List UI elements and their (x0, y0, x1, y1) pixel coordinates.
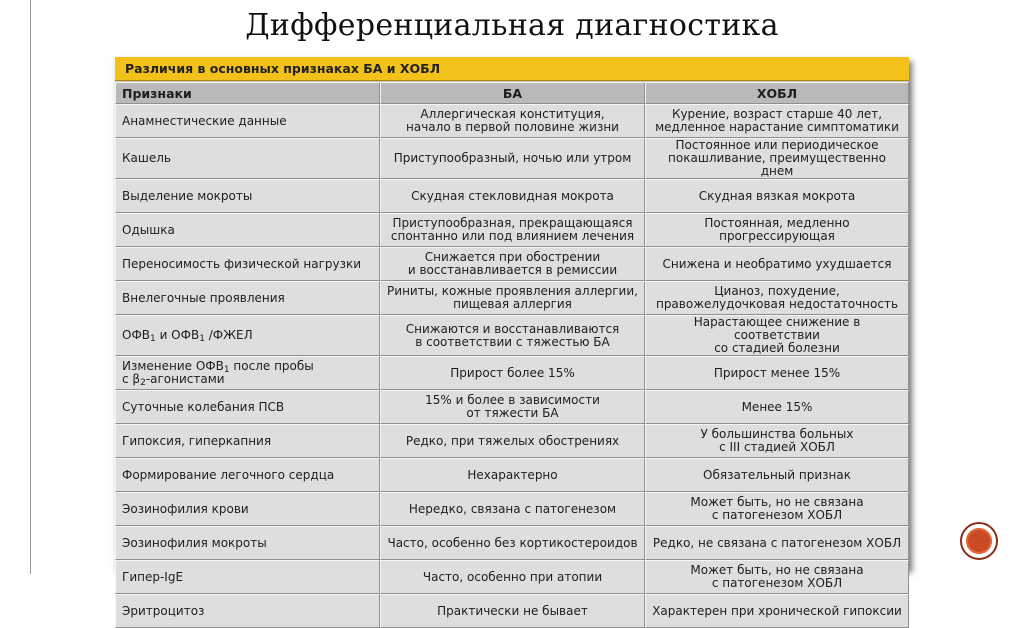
table-row (115, 424, 909, 458)
table-row (115, 138, 909, 179)
table-row (115, 179, 909, 213)
table-row (115, 526, 909, 560)
feature-cell: Внелегочные проявления (115, 281, 380, 315)
feature-cell: Формирование легочного сердца (115, 458, 380, 492)
hobl-cell: Цианоз, похудение, правожелудочковая недостаточность (645, 281, 909, 315)
hobl-cell: Может быть, но не связана с патогенезом ХОБЛ (645, 492, 909, 526)
table-row (115, 213, 909, 247)
hobl-cell: Может быть, но не связана с патогенезом ХОБЛ (645, 560, 909, 594)
ba-cell: Снижаются и восстанавливаются в соответствии с тяжестью БА (380, 315, 645, 356)
table-row (115, 492, 909, 526)
table-caption: Различия в основных признаках БА и ХОБЛ (115, 57, 909, 81)
feature-text: и ОФВ (155, 328, 200, 342)
feature-text: /ФЖЕЛ (204, 328, 253, 342)
hobl-cell: Постоянная, медленно прогрессирующая (645, 213, 909, 247)
hobl-cell: Характерен при хронической гипоксии (645, 594, 909, 628)
header-ba: БА (380, 82, 645, 104)
ba-cell: Редко, при тяжелых обострениях (380, 424, 645, 458)
ba-cell: Прирост более 15% (380, 356, 645, 390)
comparison-table (115, 82, 909, 628)
table-row (115, 247, 909, 281)
hobl-cell: У большинства больных с III стадией ХОБЛ (645, 424, 909, 458)
hobl-cell: Нарастающее снижение в соответствии со стадией болезни (645, 315, 909, 356)
ba-cell: 15% и более в зависимости от тяжести БА (380, 390, 645, 424)
feature-text: после пробы с β (122, 359, 314, 386)
hobl-cell: Обязательный признак (645, 458, 909, 492)
subscript-text: 2 (140, 378, 146, 388)
hobl-cell: Менее 15% (645, 390, 909, 424)
feature-cell: Выделение мокроты (115, 179, 380, 213)
feature-cell: Эозинофилия мокроты (115, 526, 380, 560)
feature-cell (115, 356, 380, 390)
subscript-text: 1 (150, 334, 156, 344)
ba-cell: Часто, особенно при атопии (380, 560, 645, 594)
table-row (115, 594, 909, 628)
subscript-text: 1 (199, 334, 205, 344)
comparison-table-card (115, 57, 909, 618)
feature-cell: Переносимость физической нагрузки (115, 247, 380, 281)
header-hobl: ХОБЛ (645, 82, 909, 104)
hobl-cell: Редко, не связана с патогенезом ХОБЛ (645, 526, 909, 560)
ba-cell: Снижается при обострении и восстанавливается в ремиссии (380, 247, 645, 281)
table-row (115, 104, 909, 138)
feature-cell: Гипоксия, гиперкапния (115, 424, 380, 458)
feature-text: Изменение ОФВ (122, 359, 224, 373)
table-row (115, 281, 909, 315)
feature-cell: Анамнестические данные (115, 104, 380, 138)
ba-cell: Риниты, кожные проявления аллергии, пищевая аллергия (380, 281, 645, 315)
header-features: Признаки (115, 82, 380, 104)
left-border-rule (30, 0, 31, 574)
hobl-cell: Курение, возраст старше 40 лет, медленное нарастание симптоматики (645, 104, 909, 138)
table-row (115, 560, 909, 594)
feature-cell: Гипер-IgE (115, 560, 380, 594)
ba-cell: Практически не бывает (380, 594, 645, 628)
feature-cell: Суточные колебания ПСВ (115, 390, 380, 424)
feature-cell: Эозинофилия крови (115, 492, 380, 526)
table-row (115, 390, 909, 424)
ba-cell: Приступообразная, прекращающаяся спонтанно или под влиянием лечения (380, 213, 645, 247)
feature-text: -агонистами (145, 372, 225, 386)
feature-cell (115, 315, 380, 356)
feature-text: ОФВ (122, 328, 151, 342)
feature-cell: Кашель (115, 138, 380, 179)
decorative-circle-icon (960, 522, 998, 560)
hobl-cell: Постоянное или периодическое покашливание, преимущественно днем (645, 138, 909, 179)
ba-cell: Аллергическая конституция, начало в первой половине жизни (380, 104, 645, 138)
table-header-row (115, 82, 909, 104)
table-row (115, 356, 909, 390)
table-row (115, 458, 909, 492)
page-title: Дифференциальная диагностика (245, 8, 779, 43)
feature-cell: Эритроцитоз (115, 594, 380, 628)
ba-cell: Приступообразный, ночью или утром (380, 138, 645, 179)
feature-cell: Одышка (115, 213, 380, 247)
table-row (115, 315, 909, 356)
hobl-cell: Скудная вязкая мокрота (645, 179, 909, 213)
subscript-text: 1 (223, 365, 230, 375)
ba-cell: Нехарактерно (380, 458, 645, 492)
hobl-cell: Прирост менее 15% (645, 356, 909, 390)
hobl-cell: Снижена и необратимо ухудшается (645, 247, 909, 281)
ba-cell: Скудная стекловидная мокрота (380, 179, 645, 213)
table-body (115, 104, 909, 628)
ba-cell: Часто, особенно без кортикостероидов (380, 526, 645, 560)
ba-cell: Нередко, связана с патогенезом (380, 492, 645, 526)
